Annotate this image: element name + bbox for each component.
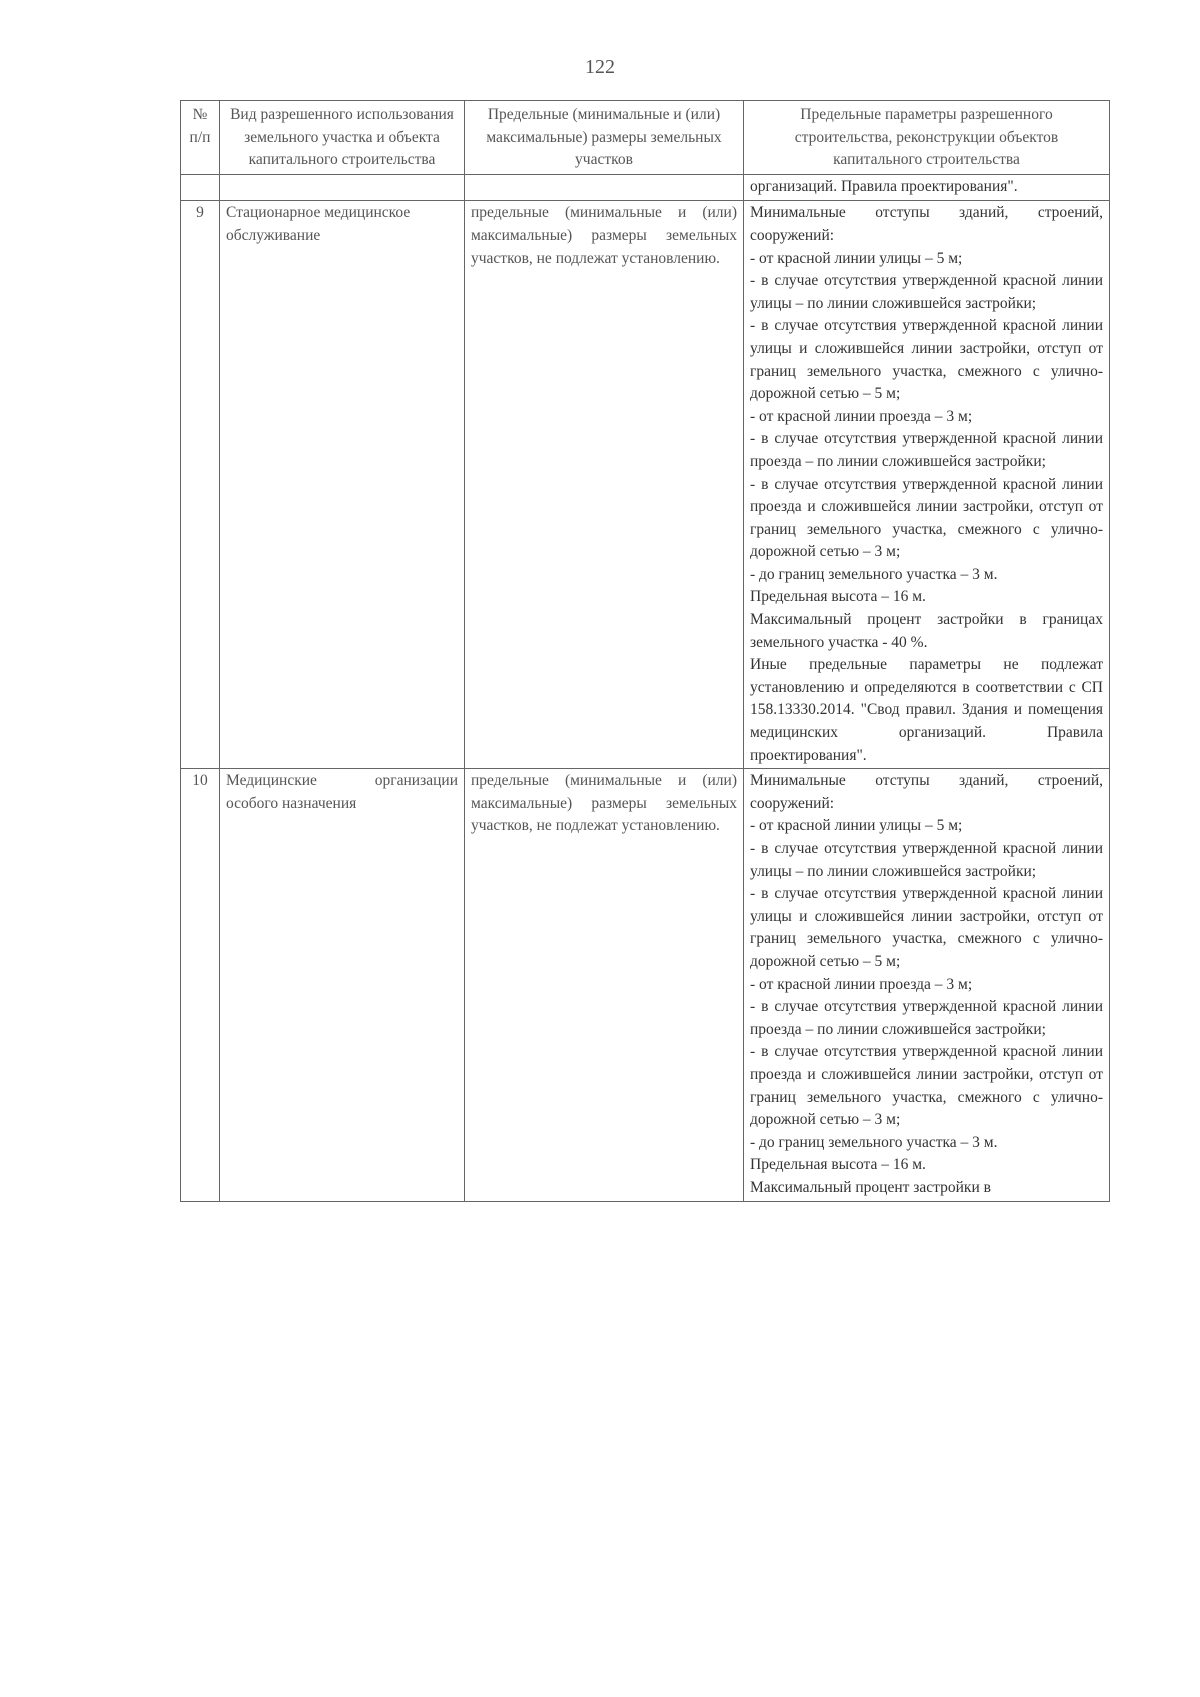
header-use-type: Вид разрешенного использования земельного участка и объекта капитального строительства bbox=[220, 101, 465, 175]
row-use-type: Стационарное медицинское обслуживание bbox=[220, 201, 465, 769]
param-line: Минимальные отступы зданий, строений, сооружений: bbox=[750, 204, 1103, 244]
cell-number bbox=[181, 174, 220, 201]
header-number: № п/п bbox=[181, 101, 220, 175]
param-line: - в случае отсутствия утвержденной красной линии проезда и сложившейся линии застройки, отступ от границ земельного участка, смежного с улично-дорожной сетью – 3 м; bbox=[750, 475, 1103, 561]
row-number: 10 bbox=[181, 769, 220, 1201]
param-line: Предельная высота – 16 м. bbox=[750, 1156, 926, 1174]
table-row bbox=[181, 201, 1110, 769]
row-construction-params bbox=[744, 201, 1110, 769]
row-plot-sizes: предельные (минимальные и (или) максимальные) размеры земельных участков, не подлежат установлению. bbox=[465, 201, 744, 769]
row-use-type: Медицинские организации особого назначения bbox=[220, 769, 465, 1201]
param-line: - от красной линии проезда – 3 м; bbox=[750, 975, 973, 993]
cell-construction-params: организаций. Правила проектирования". bbox=[744, 174, 1110, 201]
regulations-table bbox=[180, 100, 1110, 1202]
row-number: 9 bbox=[181, 201, 220, 769]
param-line: Минимальные отступы зданий, строений, сооружений: bbox=[750, 772, 1103, 812]
param-line: - в случае отсутствия утвержденной красной линии улицы – по линии сложившейся застройки; bbox=[750, 840, 1103, 880]
param-line: - до границ земельного участка – 3 м. bbox=[750, 565, 998, 583]
cell-plot-sizes bbox=[465, 174, 744, 201]
param-line: - в случае отсутствия утвержденной красной линии улицы – по линии сложившейся застройки; bbox=[750, 272, 1103, 312]
param-line: Иные предельные параметры не подлежат установлению и определяются в соответствии с СП 158.13330.2014. "Свод правил. Здания и помещения медицинских организаций. Правила проектирования". bbox=[750, 656, 1103, 764]
table-row-continuation bbox=[181, 174, 1110, 201]
table-row bbox=[181, 769, 1110, 1201]
header-construction-params: Предельные параметры разрешенного строительства, реконструкции объектов капитального строительства bbox=[744, 101, 1110, 175]
param-line: - до границ земельного участка – 3 м. bbox=[750, 1133, 998, 1151]
param-line: Предельная высота – 16 м. bbox=[750, 588, 926, 606]
param-line: - от красной линии улицы – 5 м; bbox=[750, 817, 963, 835]
param-line: - в случае отсутствия утвержденной красной линии улицы и сложившейся линии застройки, отступ от границ земельного участка, смежного с улично-дорожной сетью – 5 м; bbox=[750, 885, 1103, 970]
row-plot-sizes: предельные (минимальные и (или) максимальные) размеры земельных участков, не подлежат установлению. bbox=[465, 769, 744, 1201]
param-line: - в случае отсутствия утвержденной красной линии проезда – по линии сложившейся застройки; bbox=[750, 998, 1103, 1038]
cell-use-type bbox=[220, 174, 465, 201]
table-header-row bbox=[181, 101, 1110, 175]
param-line: Максимальный процент застройки в границах земельного участка - 40 %. bbox=[750, 611, 1103, 651]
param-line: - в случае отсутствия утвержденной красной линии улицы и сложившейся линии застройки, отступ от границ земельного участка, смежного с улично-дорожной сетью – 5 м; bbox=[750, 317, 1103, 403]
param-line: Максимальный процент застройки в bbox=[750, 1178, 991, 1196]
param-line: - от красной линии улицы – 5 м; bbox=[750, 249, 963, 267]
page-number: 122 bbox=[585, 56, 615, 78]
param-line: - в случае отсутствия утвержденной красной линии проезда и сложившейся линии застройки, отступ от границ земельного участка, смежного с улично-дорожной сетью – 3 м; bbox=[750, 1043, 1103, 1129]
param-line: - в случае отсутствия утвержденной красной линии проезда – по линии сложившейся застройки; bbox=[750, 430, 1103, 470]
header-plot-sizes: Предельные (минимальные и (или) максимальные) размеры земельных участков bbox=[465, 101, 744, 175]
row-construction-params bbox=[744, 769, 1110, 1201]
param-line: - от красной линии проезда – 3 м; bbox=[750, 407, 973, 425]
